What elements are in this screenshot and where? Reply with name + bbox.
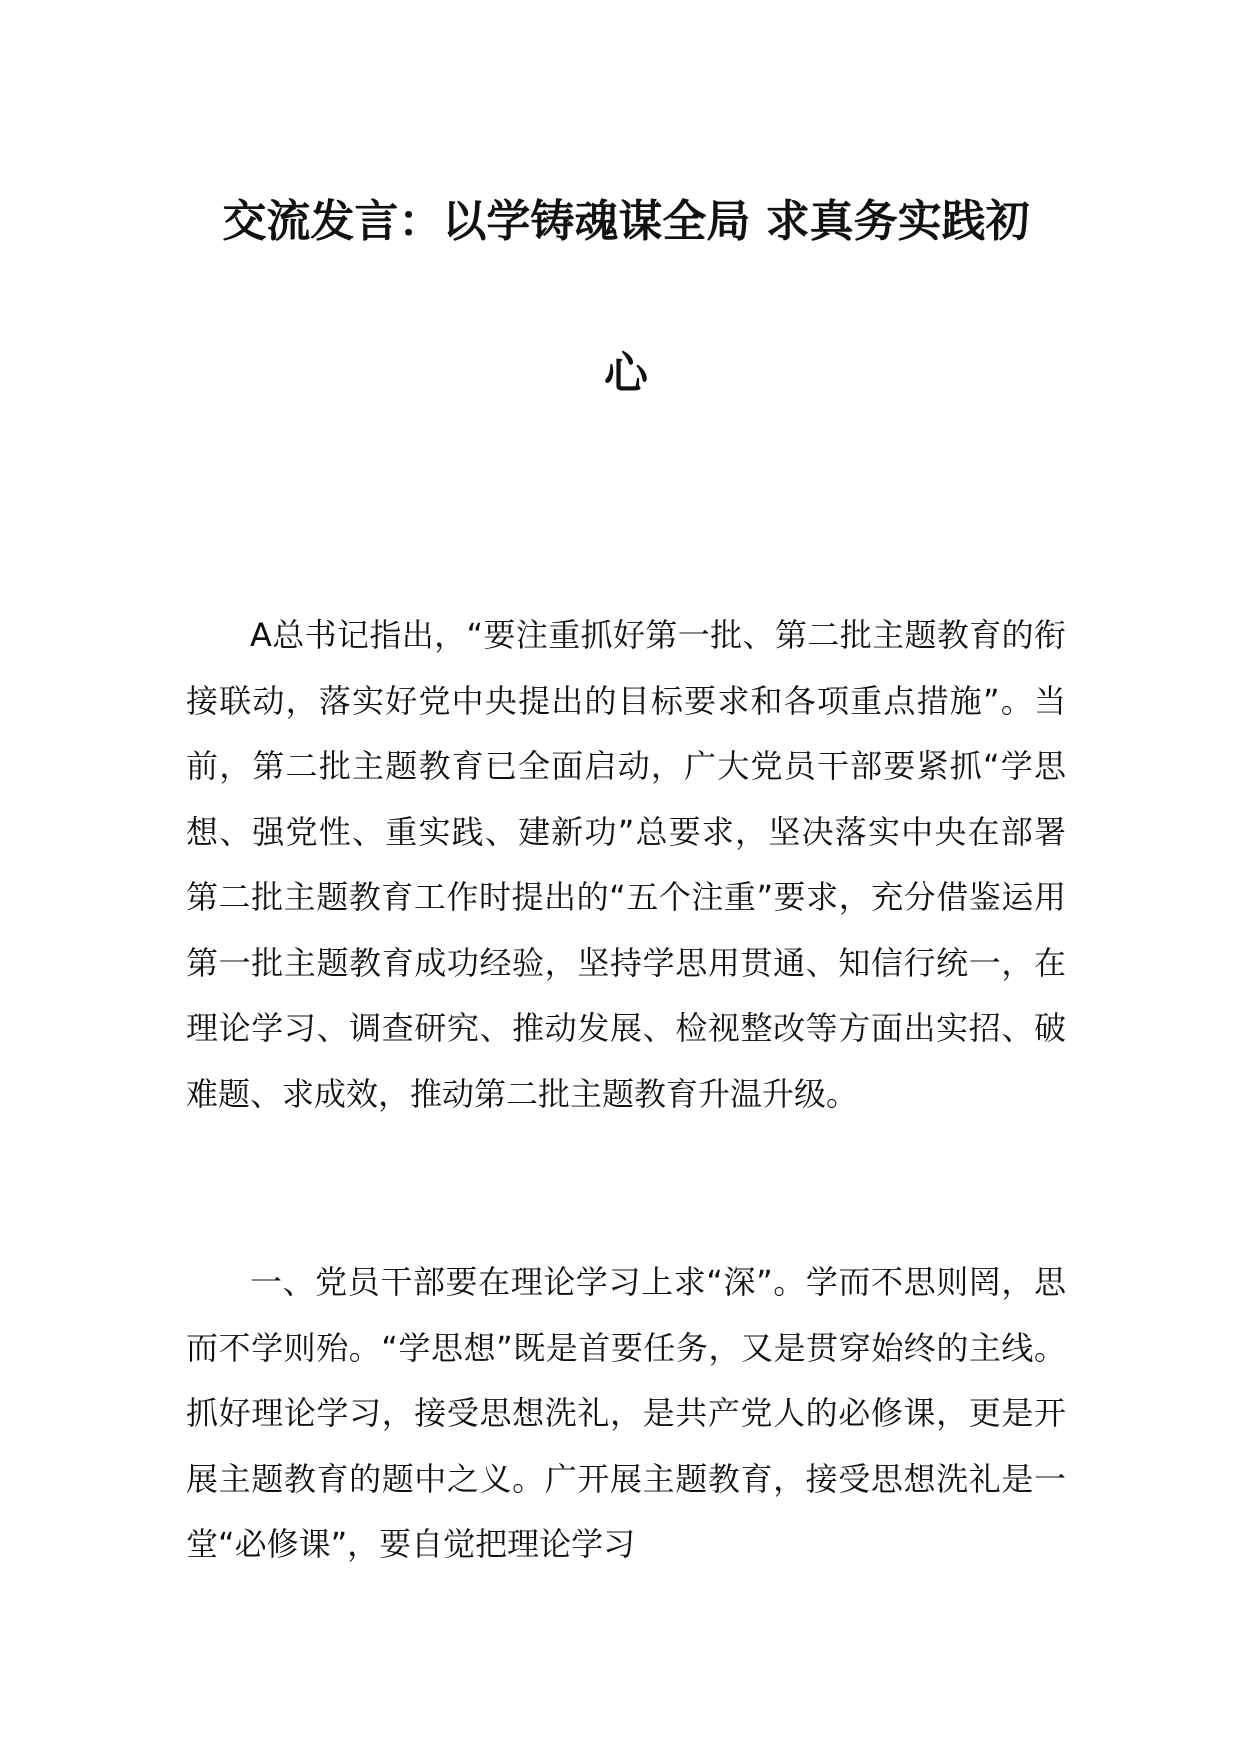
title-line-1: 交流发言：以学铸魂谋全局 求真务实践初 (222, 196, 1030, 247)
title-line-2: 心 (604, 348, 648, 399)
document-title (186, 195, 1066, 401)
paragraph-intro: A总书记指出，“要注重抓好第一批、第二批主题教育的衔接联动，落实好党中央提出的目标要求和各项重点措施”。当前，第二批主题教育已全面启动，广大党员干部要紧抓“学思想、强党性、重实践、建新功”总要求，坚决落实中央在部署第二批主题教育工作时提出的“五个注重”要求，充分借鉴运用第一批主题教育成功经验，坚持学思用贯通、知信行统一，在理论学习、调查研究、推动发展、检视整改等方面出实招、破难题、求成效，推动第二批主题教育升温升级。 (186, 616, 1066, 1113)
paragraph-section-1: 一、党员干部要在理论学习上求“深”。学而不思则罔，思而不学则殆。“学思想”既是首要任务，又是贯穿始终的主线。抓好理论学习，接受思想洗礼，是共产党人的必修课，更是开展主题教育的题中之义。广开展主题教育，接受思想洗礼是一堂“必修课”，要自觉把理论学习 (186, 1263, 1066, 1563)
